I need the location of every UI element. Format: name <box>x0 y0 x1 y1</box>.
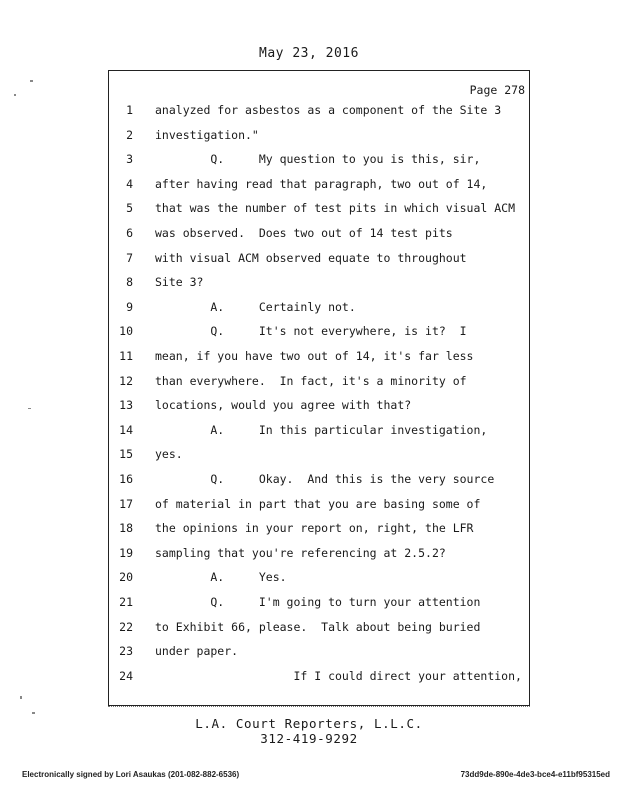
transcript-line <box>109 497 531 515</box>
line-number: 13 <box>119 398 133 413</box>
line-text: with visual ACM observed equate to throughout <box>155 250 467 265</box>
line-number: 24 <box>119 668 133 683</box>
transcript-line <box>109 300 531 318</box>
line-number: 5 <box>126 201 133 216</box>
line-number: 4 <box>126 176 133 191</box>
line-number: 15 <box>119 447 133 462</box>
transcript-line <box>109 423 531 441</box>
line-text: the opinions in your report on, right, the LFR <box>155 521 474 536</box>
transcript-line <box>109 398 531 416</box>
line-text: Q. It's not everywhere, is it? I <box>155 324 467 339</box>
line-number: 1 <box>126 103 133 117</box>
line-text: A. Certainly not. <box>155 299 356 314</box>
line-number: 8 <box>126 275 133 290</box>
line-text: mean, if you have two out of 14, it's far less <box>155 349 474 363</box>
footer-phone: 312-419-9292 <box>260 731 358 746</box>
transcript-line <box>109 546 531 564</box>
transcript-line <box>109 644 531 662</box>
transcript-line <box>109 275 531 293</box>
line-text: to Exhibit 66, please. Talk about being buried <box>155 619 481 634</box>
line-number: 3 <box>126 152 133 167</box>
line-text: after having read that paragraph, two out of 14, <box>155 176 488 191</box>
line-number: 10 <box>119 324 133 339</box>
scan-speck <box>14 94 16 96</box>
line-text: If I could direct your attention, <box>155 668 522 683</box>
line-number: 7 <box>126 250 133 265</box>
line-number: 14 <box>119 422 133 437</box>
page-number: Page 278 <box>469 83 525 97</box>
line-text: investigation." <box>155 127 259 142</box>
page-date: May 23, 2016 <box>259 46 359 61</box>
transcript-line <box>109 349 531 367</box>
line-text: than everywhere. In fact, it's a minority of <box>155 373 467 388</box>
line-text: analyzed for asbestos as a component of the Site 3 <box>155 103 502 117</box>
line-number: 6 <box>126 226 133 240</box>
line-number: 16 <box>119 472 133 486</box>
line-text: Q. I'm going to turn your attention <box>155 595 481 609</box>
line-number: 19 <box>119 545 133 560</box>
line-text: of material in part that you are basing some of <box>155 496 481 511</box>
scan-speck <box>20 696 22 699</box>
transcript-line <box>109 669 531 687</box>
document-hash: 73dd9de-890e-4de3-bce4-e11bf95315ed <box>460 770 610 779</box>
transcript-frame <box>108 70 530 706</box>
transcript-line <box>109 251 531 269</box>
line-number: 2 <box>126 127 133 142</box>
transcript-line <box>109 128 531 146</box>
line-number: 17 <box>119 496 133 511</box>
transcript-line <box>109 595 531 613</box>
line-number: 22 <box>119 619 133 634</box>
line-text: Q. My question to you is this, sir, <box>155 152 481 167</box>
frame-bottom-edge <box>108 706 530 709</box>
transcript-line <box>109 226 531 244</box>
footer-company: L.A. Court Reporters, L.L.C. <box>195 716 423 731</box>
transcript-line <box>109 472 531 490</box>
transcript-line <box>109 374 531 392</box>
transcript-line <box>109 177 531 195</box>
line-number: 23 <box>119 644 133 659</box>
line-text: A. In this particular investigation, <box>155 422 488 437</box>
line-text: under paper. <box>155 644 239 659</box>
line-text: sampling that you're referencing at 2.5.2? <box>155 545 446 560</box>
line-number: 12 <box>119 373 133 388</box>
transcript-line <box>109 447 531 465</box>
scan-speck <box>30 80 33 82</box>
scan-speck <box>32 712 35 714</box>
line-text: A. Yes. <box>155 570 287 585</box>
transcript-line <box>109 201 531 219</box>
transcript-line <box>109 152 531 170</box>
transcript-line <box>109 620 531 638</box>
transcript-line <box>109 324 531 342</box>
line-text: that was the number of test pits in which visual ACM <box>155 201 516 216</box>
line-text: was observed. Does two out of 14 test pits <box>155 226 453 240</box>
line-text: Site 3? <box>155 275 204 290</box>
transcript-line <box>109 570 531 588</box>
line-number: 9 <box>126 299 133 314</box>
scan-speck <box>28 408 31 409</box>
line-text: yes. <box>155 447 183 462</box>
e-signature-note: Electronically signed by Lori Asaukas (201-082-882-6536) <box>22 770 240 779</box>
line-number: 20 <box>119 570 133 585</box>
line-text: Q. Okay. And this is the very source <box>155 472 495 486</box>
transcript-line <box>109 521 531 539</box>
line-number: 18 <box>119 521 133 536</box>
line-text: locations, would you agree with that? <box>155 398 412 413</box>
line-number: 21 <box>119 595 133 609</box>
line-number: 11 <box>119 349 133 363</box>
transcript-line <box>109 103 531 121</box>
